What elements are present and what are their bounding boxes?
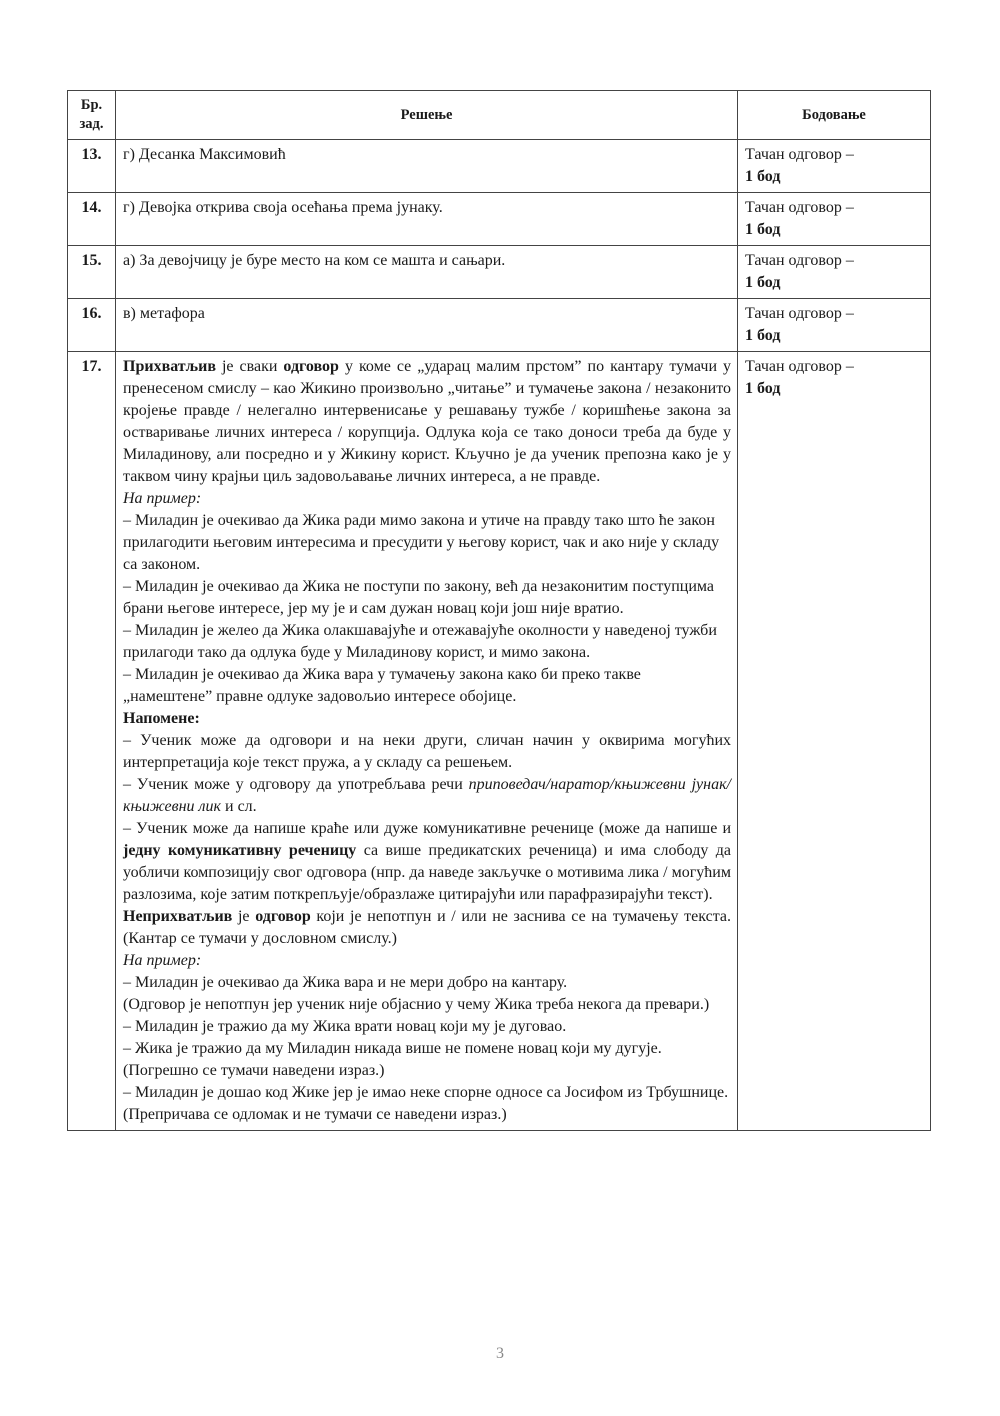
example-label: На пример: bbox=[123, 490, 202, 507]
text-span: и сл. bbox=[221, 798, 257, 815]
score-points: 1 бод bbox=[745, 327, 781, 344]
text-span: – Ученик може да напише краће или дуже комуникативне реченице (може да напише и bbox=[123, 820, 731, 837]
header-row bbox=[68, 91, 931, 140]
solution-cell: г) Десанка Максимовић bbox=[116, 140, 738, 193]
score-text: Тачан одговор – bbox=[745, 305, 854, 322]
bad-example-item: – Жика је тражио да му Миладин никада више не помене новац који му дугује. bbox=[123, 1040, 662, 1057]
solution-cell bbox=[116, 352, 738, 1131]
bad-example-item: – Миладин је очекивао да Жика вара и не мери добро на кантару. bbox=[123, 974, 568, 991]
bad-example-note: (Одговор је непотпун јер ученик није објаснио у чему Жика треба некога да превари.) bbox=[123, 996, 710, 1013]
header-task-number: Бр. зад. bbox=[68, 91, 116, 140]
page-number: 3 bbox=[496, 1345, 504, 1362]
score-points: 1 бод bbox=[745, 221, 781, 238]
note-item bbox=[123, 774, 731, 818]
bad-example-note: (Препричава се одломак и не тумачи се наведени израз.) bbox=[123, 1106, 507, 1123]
header-scoring: Бодовање bbox=[738, 91, 931, 140]
acceptable-description: у коме се „ударац малим прстом” по кантару тумачи у пренесеном смислу – као Жикино произвољно „читање” и тумачење закона / незаконито кројење правде / нелегално интервенисање у решавању тужбе / коришћење закона за остваривање личних интереса / корупција. Одлука која се тако доноси треба да буде у Миладинову, али посредно и у Жикину корист. Кључно је да ученик препозна како је у таквом чину крајњи циљ задовољавање личних интереса, а не правде. bbox=[123, 358, 731, 485]
unacceptable-description: који је непотпун и / или не заснива се на тумачењу текста. (Кантар се тумачи у дословном смислу.) bbox=[123, 908, 731, 947]
bad-example-note: (Погрешно се тумачи наведени израз.) bbox=[123, 1062, 385, 1079]
table-row bbox=[68, 140, 931, 193]
solution-cell: а) За девојчицу је буре место на ком се машта и сањари. bbox=[116, 246, 738, 299]
example-item: – Миладин је желео да Жика олакшавајуће и отежавајуће околности у наведеној тужби прилагоди тако да одлука буде у Миладинову корист, и мимо закона. bbox=[123, 622, 717, 661]
scoring-cell bbox=[738, 140, 931, 193]
task-number: 17. bbox=[68, 352, 116, 1131]
unacceptable-label: Неприхватљив bbox=[123, 908, 233, 925]
task-number: 15. bbox=[68, 246, 116, 299]
task-number: 13. bbox=[68, 140, 116, 193]
acceptable-answer-paragraph bbox=[123, 356, 731, 488]
text-span: је сваки bbox=[215, 358, 284, 375]
bad-example-item: – Миладин је тражио да му Жика врати новац који му је дуговао. bbox=[123, 1018, 567, 1035]
table-row bbox=[68, 299, 931, 352]
scoring-cell bbox=[738, 352, 931, 1131]
score-text: Тачан одговор – bbox=[745, 252, 854, 269]
score-text: Тачан одговор – bbox=[745, 358, 854, 375]
header-solution: Решење bbox=[116, 91, 738, 140]
solution-cell: г) Девојка открива своја осећања према јунаку. bbox=[116, 193, 738, 246]
scoring-cell bbox=[738, 193, 931, 246]
example-item: – Миладин је очекивао да Жика ради мимо закона и утиче на правду тако што ће закон прилагодити његовим интересима и пресудити у његову корист, чак и ако није у складу са законом. bbox=[123, 512, 720, 573]
unacceptable-answer-paragraph bbox=[123, 906, 731, 950]
scoring-cell bbox=[738, 299, 931, 352]
answer-label: одговор bbox=[255, 908, 311, 925]
term-list: приповедач/наратор/књижевни јунак/књижевни лик bbox=[123, 776, 732, 815]
example-label: На пример: bbox=[123, 952, 202, 969]
table-row bbox=[68, 352, 931, 1131]
emphasis: једну комуникативну реченицу bbox=[123, 842, 357, 859]
example-item: – Миладин је очекивао да Жика вара у тумачењу закона како би преко такве „намештене” правне одлуке задовољио интересе обојице. bbox=[123, 666, 641, 705]
scoring-cell bbox=[738, 246, 931, 299]
text-span: – Ученик може у одговору да употребљава речи bbox=[123, 776, 469, 793]
table-row bbox=[68, 193, 931, 246]
answer-key-table bbox=[67, 90, 931, 1131]
score-text: Тачан одговор – bbox=[745, 146, 854, 163]
notes-label: Напомене: bbox=[123, 710, 200, 727]
answer-label: одговор bbox=[283, 358, 339, 375]
score-points: 1 бод bbox=[745, 380, 781, 397]
score-text: Тачан одговор – bbox=[745, 199, 854, 216]
score-points: 1 бод bbox=[745, 168, 781, 185]
acceptable-label: Прихватљив bbox=[123, 358, 216, 375]
text-span: са више предикатских реченица) и има слободу да уобличи композицију свог одговора (нпр. да наведе закључке о мотивима лика / могућим разлозима, које затим поткрепљује/образлаже цитирајући или парафразирајући текст). bbox=[123, 842, 732, 903]
task-number: 16. bbox=[68, 299, 116, 352]
task-number: 14. bbox=[68, 193, 116, 246]
score-points: 1 бод bbox=[745, 274, 781, 291]
text-span: је bbox=[232, 908, 256, 925]
table-row bbox=[68, 246, 931, 299]
example-item: – Миладин је очекивао да Жика не поступи по закону, већ да незаконитим поступцима брани његове интересе, јер му је и сам дужан новац који још није вратио. bbox=[123, 578, 715, 617]
solution-cell: в) метафора bbox=[116, 299, 738, 352]
note-item bbox=[123, 818, 731, 906]
note-item: – Ученик може да одговори и на неки други, сличан начин у оквирима могућих интерпретација које текст пружа, а у складу са решењем. bbox=[123, 732, 731, 771]
bad-example-item: – Миладин је дошао код Жике јер је имао неке спорне односе са Јосифом из Трбушнице. bbox=[123, 1084, 729, 1101]
